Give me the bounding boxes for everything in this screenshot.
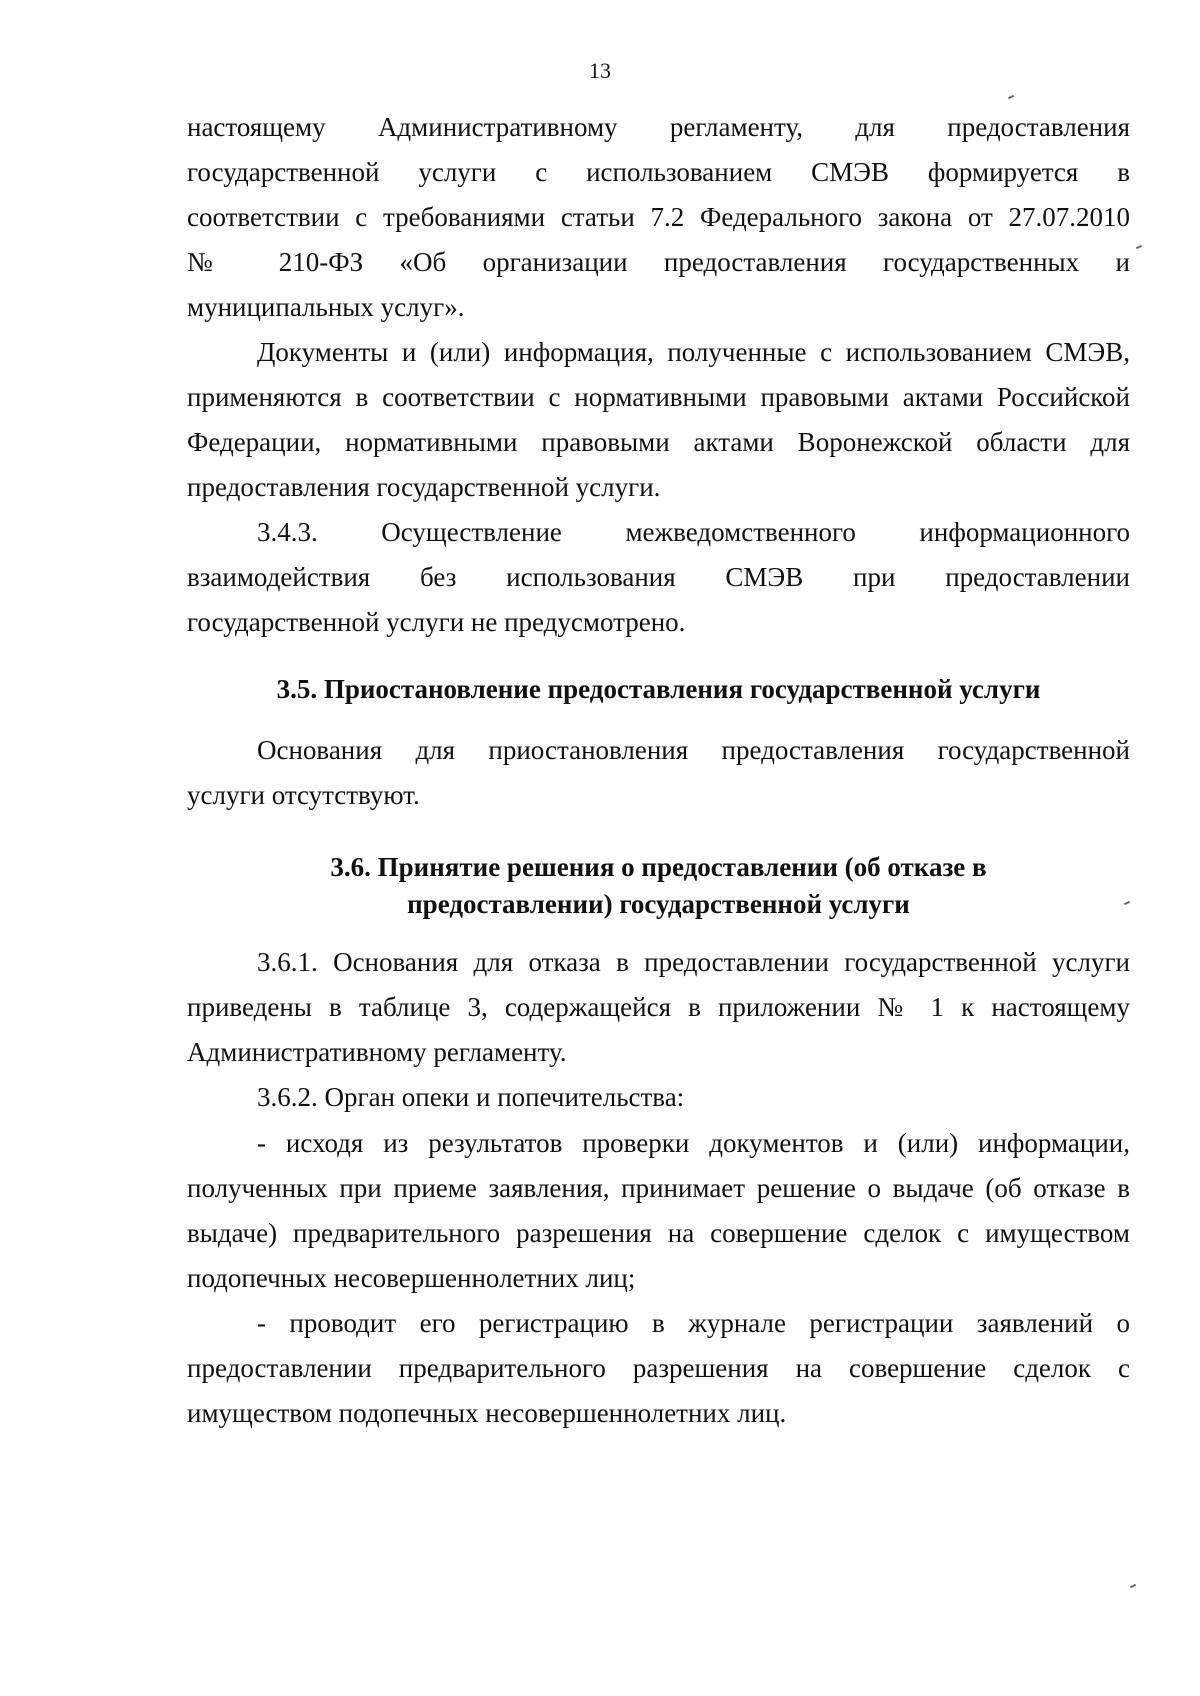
text-line: Административному регламенту.	[187, 1037, 567, 1067]
scan-speck	[1136, 245, 1142, 249]
text-line: применяются в соответствии с нормативными правовыми актами Российской	[187, 382, 1130, 412]
text-line: выдаче) предварительного разрешения на совершение сделок с имуществом	[187, 1218, 1130, 1248]
text-line: полученных при приеме заявления, принимает решение о выдаче (об отказе в	[187, 1173, 1130, 1203]
text-line: - проводит его регистрацию в журнале регистрации заявлений о	[257, 1308, 1130, 1338]
text-line: имуществом подопечных несовершеннолетних лиц.	[187, 1398, 787, 1428]
page-number: 13	[589, 58, 611, 83]
text-line: Федерации, нормативными правовыми актами Воронежской области для	[187, 427, 1130, 457]
text-line: настоящему Административному регламенту, для предоставления	[187, 112, 1130, 142]
text-line: - исходя из результатов проверки документов и (или) информации,	[257, 1128, 1130, 1158]
text-line: Документы и (или) информация, полученные с использованием СМЭВ,	[257, 337, 1130, 367]
text-line: предоставления государственной услуги.	[187, 472, 661, 502]
heading-line: предоставлении) государственной услуги	[407, 889, 910, 919]
text-line: 3.6.1. Основания для отказа в предоставлении государственной услуги	[257, 947, 1130, 977]
text-line: государственной услуги не предусмотрено.	[187, 607, 686, 637]
scan-speck	[1008, 95, 1014, 99]
text-line: предоставлении предварительного разрешения на совершение сделок с	[187, 1353, 1130, 1383]
section-heading-3-5: 3.5. Приостановление предоставления государственной услуги	[276, 674, 1041, 704]
text-line: приведены в таблице 3, содержащейся в приложении № 1 к настоящему	[187, 992, 1130, 1022]
text-line: 3.6.2. Орган опеки и попечительства:	[257, 1082, 685, 1112]
text-line: Основания для приостановления предоставления государственной	[257, 735, 1130, 765]
text-line: 3.4.3. Осуществление межведомственного информационного	[257, 517, 1130, 547]
text-line: соответствии с требованиями статьи 7.2 Федерального закона от 27.07.2010	[187, 202, 1130, 232]
text-line: № 210-ФЗ «Об организации предоставления государственных и	[187, 247, 1130, 277]
heading-line: 3.6. Принятие решения о предоставлении (об отказе в	[330, 852, 987, 882]
text-line: услуги отсутствуют.	[187, 780, 420, 810]
scan-speck	[1130, 1584, 1136, 1588]
text-line: подопечных несовершеннолетних лиц;	[187, 1263, 636, 1293]
text-line: муниципальных услуг».	[187, 292, 465, 322]
text-line: государственной услуги с использованием СМЭВ формируется в	[187, 157, 1130, 187]
text-line: взаимодействия без использования СМЭВ при предоставлении	[187, 562, 1130, 592]
